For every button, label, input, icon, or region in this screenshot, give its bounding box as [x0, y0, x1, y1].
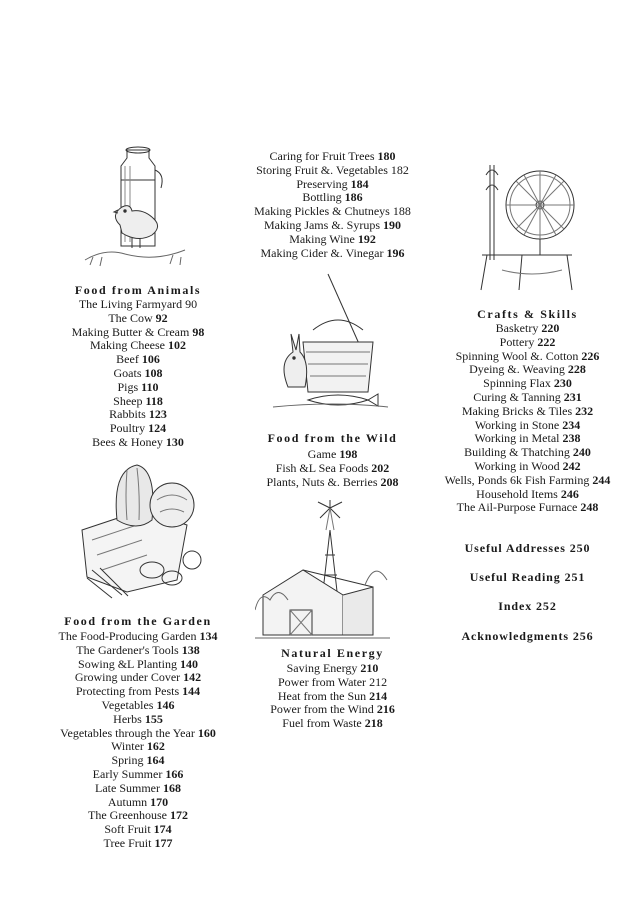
- toc-entry-page: 214: [369, 688, 388, 703]
- back-matter-entry: [415, 570, 640, 585]
- toc-entry-title: Plants, Nuts &. Berries: [266, 474, 378, 489]
- section-heading-animals: Food from Animals: [74, 283, 202, 297]
- toc-entry-page: 92: [155, 310, 168, 325]
- section-heading-wild: Food from the Wild: [267, 431, 398, 445]
- toc-entry: [220, 703, 445, 717]
- toc-entry-page: 144: [182, 684, 201, 699]
- toc-entry: [415, 322, 640, 336]
- toc-entry-title: Fish &L Sea Foods: [275, 460, 369, 475]
- toc-entry: [20, 740, 256, 754]
- toc-entry-title: Building & Thatching: [464, 445, 570, 460]
- toc-entry-page: 188: [392, 204, 411, 219]
- toc-entry-page: 130: [165, 434, 184, 449]
- back-matter-title: Useful Reading: [469, 570, 561, 585]
- toc-entry-page: 110: [141, 379, 159, 394]
- toc-entry-title: The Cow: [108, 310, 153, 325]
- toc-entry-page: 168: [162, 780, 181, 795]
- toc-entry-title: Heat from the Sun: [277, 688, 367, 703]
- toc-entry: [415, 501, 640, 515]
- toc-entry-title: Bottling: [302, 190, 342, 205]
- toc-entry-title: Making Pickles & Chutneys: [254, 204, 390, 219]
- toc-entry-title: Autumn: [107, 794, 148, 809]
- back-matter-title: Useful Addresses: [464, 541, 566, 555]
- toc-entry: [20, 395, 256, 409]
- toc-entry-title: Tree Fruit: [103, 835, 152, 850]
- spinning-wheel-illustration: [472, 155, 582, 295]
- toc-entry: [220, 690, 445, 704]
- toc-entry-title: Working in Stone: [474, 417, 560, 432]
- toc-entry: [415, 377, 640, 391]
- toc-entry-page: 186: [344, 190, 363, 205]
- toc-entry-page: 108: [144, 365, 163, 380]
- toc-entry: [20, 298, 256, 312]
- toc-entry-page: 146: [156, 697, 175, 712]
- toc-entry-title: The Ail-Purpose Furnace: [456, 500, 578, 515]
- toc-entry-title: Making Jams &. Syrups: [263, 217, 380, 232]
- toc-entry-page: 174: [153, 822, 172, 837]
- toc-entry-page: 160: [197, 725, 216, 740]
- toc-entry: [415, 336, 640, 350]
- toc-entry-page: 98: [192, 324, 205, 339]
- back-matter-page: 256: [572, 628, 594, 643]
- toc-entry-title: Protecting from Pests: [75, 684, 180, 699]
- toc-entry: [415, 460, 640, 474]
- milk-churn-hen-illustration: [80, 140, 195, 270]
- toc-entry-title: Making Butter & Cream: [71, 324, 190, 339]
- toc-entry: [415, 419, 640, 433]
- toc-entry-page: 162: [146, 739, 165, 754]
- toc-entry: [220, 150, 445, 164]
- back-matter-entry: [415, 629, 640, 644]
- toc-entry-page: 220: [541, 321, 560, 335]
- toc-entry-page: 232: [575, 403, 594, 418]
- toc-entry-page: 138: [181, 642, 200, 657]
- back-matter-title: Acknowledgments: [461, 628, 569, 643]
- toc-entry: [220, 164, 445, 178]
- toc-entry: [415, 474, 640, 488]
- toc-entry-title: Dyeing &. Weaving: [469, 362, 565, 377]
- toc-entry-title: The Living Farmyard: [78, 297, 183, 311]
- toc-entry-title: Spring: [111, 753, 144, 768]
- toc-entry-page: 218: [364, 716, 383, 731]
- toc-entry: [20, 630, 256, 644]
- toc-entry-page: 202: [371, 460, 390, 475]
- toc-entry: [20, 768, 256, 782]
- toc-entry-title: Caring for Fruit Trees: [269, 149, 375, 163]
- toc-entry-page: 118: [145, 393, 163, 408]
- barn-windmill-illustration: [255, 500, 390, 640]
- toc-entry-title: Soft Fruit: [104, 822, 151, 837]
- toc-entry-page: 124: [148, 421, 167, 436]
- toc-entry: [20, 782, 256, 796]
- toc-entry-title: Poultry: [109, 421, 146, 436]
- toc-entry-title: Spinning Flax: [483, 376, 551, 391]
- toc-entry: [220, 676, 445, 690]
- toc-entry-page: 208: [380, 474, 399, 489]
- back-matter-title: Index: [498, 599, 533, 614]
- toc-entry: [415, 391, 640, 405]
- toc-entry: [415, 432, 640, 446]
- toc-entry-page: 90: [185, 297, 198, 311]
- toc-entry-title: Late Summer: [95, 780, 160, 795]
- toc-entry: [220, 476, 445, 490]
- toc-entry: [20, 796, 256, 810]
- toc-entry-page: 170: [150, 794, 169, 809]
- toc-entry: [20, 754, 256, 768]
- toc-entry-title: Power from Water: [277, 674, 367, 689]
- toc-entry-page: 198: [339, 447, 358, 461]
- toc-entry-page: 184: [350, 176, 369, 191]
- toc-entry: [220, 219, 445, 233]
- toc-list-wild: [220, 448, 445, 489]
- toc-entry-title: Working in Metal: [474, 431, 560, 446]
- toc-entry-title: Vegetables: [101, 697, 154, 712]
- toc-entry: [415, 446, 640, 460]
- toc-entry-page: 226: [581, 348, 600, 363]
- toc-entry-page: 106: [141, 352, 160, 367]
- toc-entry-page: 216: [376, 702, 395, 717]
- toc-entry: [20, 823, 256, 837]
- toc-entry-page: 155: [144, 711, 163, 726]
- toc-entry-title: Pottery: [499, 334, 535, 349]
- back-matter-page: 251: [564, 570, 586, 585]
- toc-entry-title: Pigs: [117, 379, 139, 394]
- toc-entry-page: 231: [563, 389, 582, 404]
- toc-entry-title: The Food-Producing Garden: [58, 629, 197, 643]
- toc-entry-page: 240: [572, 445, 591, 460]
- toc-entry: [20, 353, 256, 367]
- toc-entry-title: Making Wine: [289, 231, 355, 246]
- toc-entry: [220, 233, 445, 247]
- section-heading-energy: Natural Energy: [281, 646, 384, 660]
- back-matter-page: 252: [536, 599, 557, 614]
- toc-entry-page: 177: [154, 835, 173, 850]
- toc-entry-page: 228: [567, 362, 586, 377]
- toc-entry-page: 246: [560, 486, 579, 501]
- toc-entry-title: Game: [307, 447, 337, 461]
- toc-entry-page: 234: [562, 417, 581, 432]
- toc-entry: [415, 488, 640, 502]
- toc-entry-title: Spinning Wool &. Cotton: [455, 348, 579, 363]
- toc-entry-title: Storing Fruit &. Vegetables: [256, 162, 388, 177]
- toc-entry: [20, 312, 256, 326]
- toc-entry-title: Wells, Ponds 6k Fish Farming: [444, 472, 590, 487]
- toc-entry-title: Sowing &L Planting: [78, 656, 177, 671]
- section-heading-crafts: Crafts & Skills: [477, 307, 578, 321]
- toc-entry: [220, 191, 445, 205]
- toc-entry: [220, 717, 445, 731]
- toc-entry-page: 238: [562, 431, 581, 446]
- toc-entry-page: 172: [169, 808, 188, 823]
- toc-list-crafts: [415, 322, 640, 515]
- toc-entry-title: Power from the Wind: [270, 702, 374, 717]
- toc-entry-page: 222: [537, 334, 556, 349]
- toc-entry-page: 210: [360, 661, 379, 675]
- toc-entry-page: 140: [179, 656, 198, 671]
- toc-entry-page: 244: [592, 472, 611, 487]
- toc-entry-title: Curing & Tanning: [473, 389, 561, 404]
- toc-entry: [415, 363, 640, 377]
- toc-entry-title: Rabbits: [109, 407, 146, 422]
- toc-entry-title: Herbs: [113, 711, 142, 726]
- toc-entry: [20, 408, 256, 422]
- toc-entry-title: Making Cider &. Vinegar: [260, 245, 384, 260]
- toc-entry: [415, 405, 640, 419]
- toc-entry-title: Preserving: [296, 176, 348, 191]
- toc-entry-page: 182: [390, 162, 409, 177]
- toc-entry: [20, 837, 256, 851]
- toc-entry-page: 196: [386, 245, 405, 260]
- toc-entry: [20, 809, 256, 823]
- toc-entry-title: The Gardener's Tools: [76, 642, 179, 657]
- toc-entry-title: Basketry: [495, 321, 539, 335]
- toc-entry-page: 164: [146, 753, 165, 768]
- toc-entry-page: 230: [553, 376, 572, 391]
- toc-entry-title: Making Bricks & Tiles: [461, 403, 573, 418]
- toc-entry: [20, 367, 256, 381]
- toc-entry-page: 248: [580, 500, 599, 515]
- toc-list-back-matter: [415, 541, 640, 658]
- toc-entry-page: 102: [167, 338, 186, 353]
- toc-entry: [220, 178, 445, 192]
- toc-entry: [220, 247, 445, 261]
- back-matter-page: 250: [569, 541, 591, 555]
- vegetable-basket-illustration: [72, 460, 212, 600]
- toc-entry-title: Bees & Honey: [92, 434, 163, 449]
- toc-entry-page: 166: [165, 766, 184, 781]
- toc-entry-title: Goats: [113, 365, 142, 380]
- toc-entry: [20, 326, 256, 340]
- toc-list-animals: [20, 298, 256, 450]
- toc-entry: [220, 662, 445, 676]
- toc-entry-title: The Greenhouse: [88, 808, 167, 823]
- toc-entry-title: Early Summer: [92, 766, 163, 781]
- toc-entry-page: 123: [148, 407, 167, 422]
- toc-entry-page: 212: [369, 674, 388, 689]
- toc-entry-page: 190: [383, 217, 401, 232]
- toc-entry-page: 134: [199, 629, 218, 643]
- toc-entry: [220, 205, 445, 219]
- section-heading-garden: Food from the Garden: [64, 614, 212, 628]
- toc-entry-page: 142: [183, 670, 202, 685]
- toc-entry-title: Household Items: [476, 486, 558, 501]
- toc-entry: [220, 462, 445, 476]
- toc-entry-title: Vegetables through the Year: [60, 725, 195, 740]
- toc-entry-title: Winter: [111, 739, 144, 754]
- toc-list-energy: [220, 662, 445, 731]
- toc-entry-page: 192: [357, 231, 376, 246]
- toc-entry: [20, 381, 256, 395]
- toc-entry: [220, 448, 445, 462]
- toc-entry-title: Fuel from Waste: [282, 716, 362, 731]
- toc-entry: [20, 339, 256, 353]
- toc-entry: [415, 350, 640, 364]
- toc-entry-title: Making Cheese: [90, 338, 165, 353]
- toc-entry-title: Working in Wood: [474, 458, 560, 473]
- toc-entry-page: 180: [377, 149, 396, 163]
- toc-entry-title: Growing under Cover: [74, 670, 181, 685]
- back-matter-entry: [415, 599, 640, 614]
- back-matter-entry: [415, 541, 640, 556]
- toc-entry-title: Beef: [116, 352, 139, 367]
- toc-entry-title: Sheep: [113, 393, 143, 408]
- toc-entry-title: Saving Energy: [286, 661, 358, 675]
- toc-entry-page: 242: [562, 458, 581, 473]
- fishing-basket-hare-illustration: [268, 272, 393, 412]
- toc-list-fruit: [220, 150, 445, 260]
